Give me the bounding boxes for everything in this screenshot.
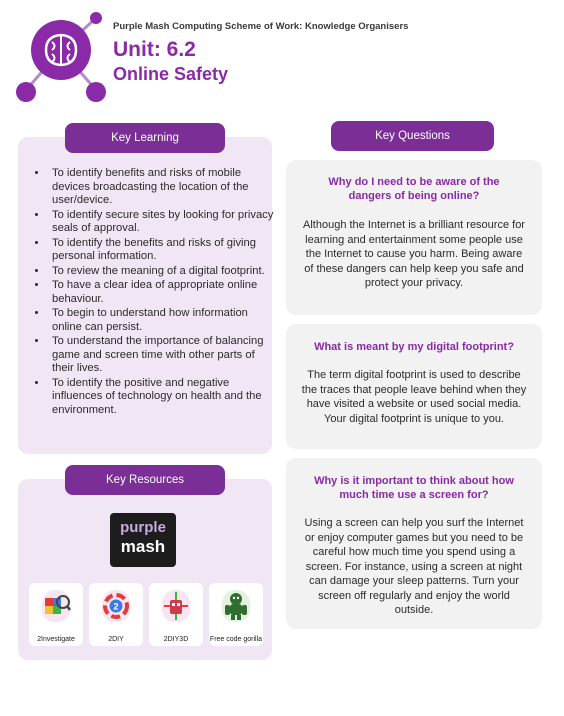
question-card <box>286 324 542 449</box>
resource-label: Free code gorilla <box>209 636 263 643</box>
logo-line-2: mash <box>120 537 166 556</box>
diy-icon <box>99 588 133 624</box>
purple-mash-logo[interactable] <box>110 513 176 567</box>
resource-free-code-gorilla[interactable] <box>209 583 263 646</box>
list-item: • To identify the benefits and risks of giving personal information. <box>48 237 278 264</box>
diy3d-icon <box>159 588 193 624</box>
key-resources-heading: Key Resources <box>65 465 225 495</box>
list-item: • To identify secure sites by looking for privacy seals of approval. <box>48 209 278 236</box>
question-answer: Although the Internet is a brilliant resource for learning and entertainment some people use the Internet to cause you harm. Being aware of these dangers can help keep you safe and protect your privacy. <box>303 219 525 289</box>
resource-label: 2Investigate <box>37 636 75 643</box>
question-card <box>286 458 542 629</box>
key-learning-list <box>18 167 278 418</box>
list-item: • To identify benefits and risks of mobile devices broadcasting the location of the user/device. <box>48 167 278 208</box>
investigate-icon <box>39 588 73 624</box>
question-title: Why do I need to be aware of the dangers of being online? <box>328 176 500 202</box>
gorilla-icon <box>219 588 253 624</box>
resource-2investigate[interactable] <box>29 583 83 646</box>
svg-text:2: 2 <box>113 601 119 612</box>
list-item: • To identify the positive and negative influences of technology on health and the environment. <box>48 377 278 418</box>
question-title: What is meant by my digital footprint? <box>314 341 514 353</box>
page-title: Online Safety <box>113 64 229 84</box>
question-answer: Using a screen can help you surf the Internet or enjoy computer games but you need to be careful how much time you spend using a screen. For instance, using a screen at night can damage your sleep patterns. Turn your screen off regularly and enjoy the world outside. <box>304 517 524 616</box>
resource-2diy3d[interactable] <box>149 583 203 646</box>
list-item: • To understand the importance of balancing game and screen time with other parts of their lives. <box>48 335 278 376</box>
question-title: Why is it important to think about how much time use a screen for? <box>314 475 514 501</box>
brain-logo-icon <box>16 10 106 105</box>
resource-label: 2DIY <box>108 636 124 643</box>
resource-label: 2DIY3D <box>163 636 189 643</box>
resource-2diy[interactable] <box>89 583 143 646</box>
list-item: • To begin to understand how information online can persist. <box>48 307 278 334</box>
list-item: • To have a clear idea of appropriate online behaviour. <box>48 279 278 306</box>
question-answer: The term digital footprint is used to describe the traces that people leave behind when they have visited a website or used social media. Your digital footprint is unique to you. <box>301 369 527 425</box>
question-card <box>286 160 542 315</box>
key-questions-heading: Key Questions <box>331 121 494 151</box>
unit-number: Unit: 6.2 <box>113 38 196 61</box>
key-learning-heading: Key Learning <box>65 123 225 153</box>
logo-line-1: purple <box>120 519 166 536</box>
list-item: • To review the meaning of a digital footprint. <box>48 265 278 279</box>
scheme-title: Purple Mash Computing Scheme of Work: Knowledge Organisers <box>113 21 409 32</box>
